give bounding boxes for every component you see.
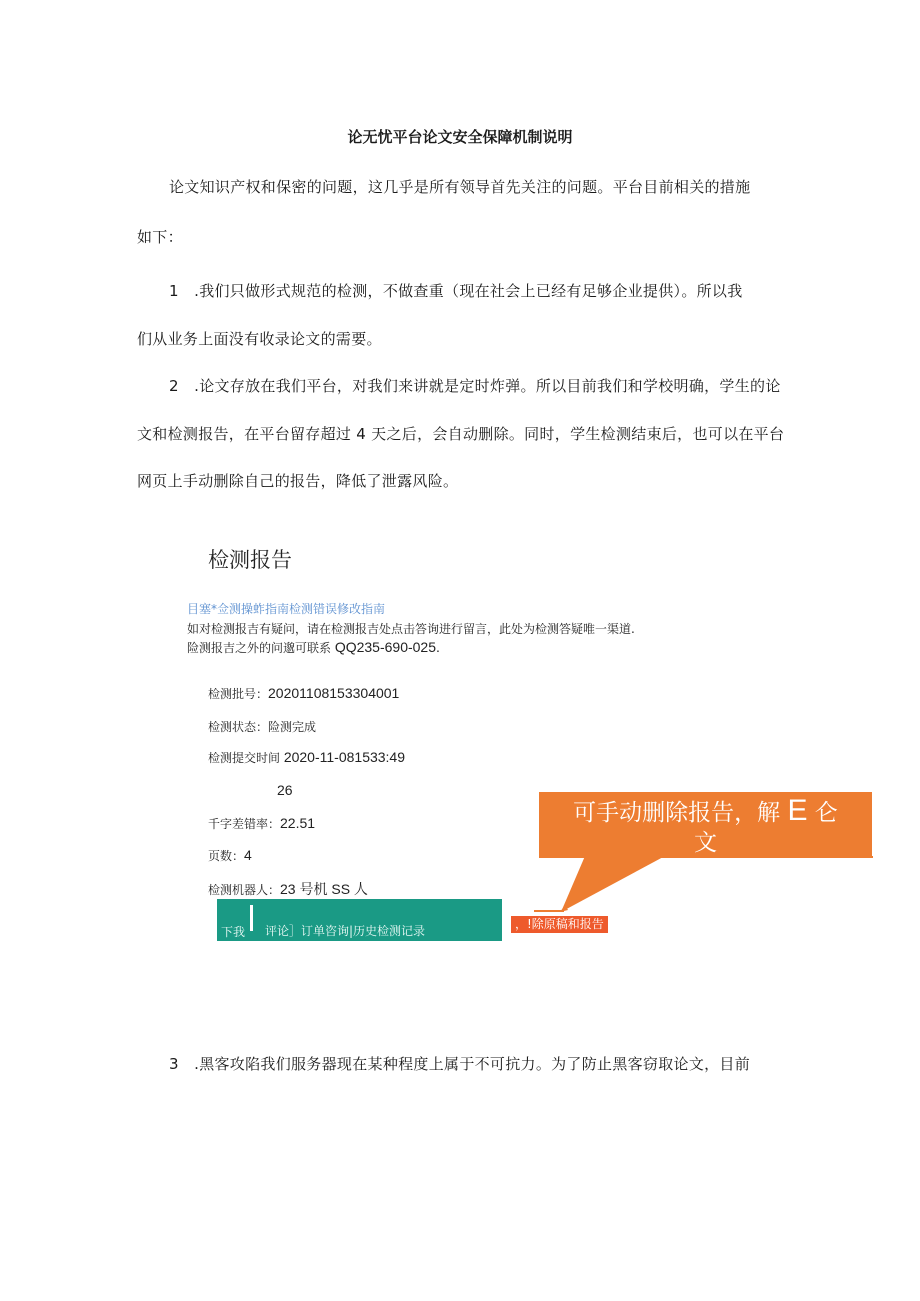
- batch-field: [208, 685, 399, 702]
- item-1-line-1: 1 .我们只做形式规范的检测，不做查重（现在社会上已经有足够企业提供）。所以我: [169, 282, 743, 300]
- report-note-2-qq: QQ235-690-025.: [334, 639, 440, 655]
- report-note-2: [187, 639, 440, 656]
- guide-links[interactable]: 目塞*佥测操蚱指南检测错误修改指南: [187, 602, 386, 616]
- count-field: [277, 782, 293, 798]
- status-field: [208, 718, 316, 735]
- error-rate-value: 22.51: [280, 815, 316, 831]
- pages-value: 4: [244, 847, 252, 863]
- callout-line-1-prefix: 可手动删除报告，解: [573, 800, 788, 826]
- submit-time-value: 2020-11-081533:49: [283, 749, 406, 765]
- item-2-line-2: 文和检测报告，在平台留存超过 4 天之后，会自动删除。同时，学生检测结束后，也可以在平台: [137, 425, 785, 443]
- robot-field: [208, 879, 368, 899]
- pages-label: 页数：: [208, 849, 245, 863]
- delete-report-button[interactable]: ，!除原稿和报告: [511, 916, 608, 933]
- error-rate-label: 千字差错率：: [208, 817, 281, 831]
- submit-time-label: 检测提交时间: [208, 751, 284, 765]
- item-2-line-3: 网页上手动删除自己的报告，降低了泄露风险。: [137, 472, 459, 490]
- callout-line-1: [539, 792, 872, 828]
- callout-line-1-big: E: [787, 794, 808, 827]
- report-heading: 检测报告: [208, 548, 292, 572]
- report-toolbar: [217, 899, 502, 941]
- download-link[interactable]: 下我: [221, 925, 246, 939]
- item-3-line-1: 3 .黑客攻陷我们服务器现在某种程度上属于不可抗力。为了防止黑客窃取论文，目前: [169, 1055, 751, 1073]
- report-note-1: 如对检测报吉有疑问，请在检测报吉处点击答询进行留言，此处为检测答疑唯一渠道.: [187, 622, 635, 636]
- report-note-2-prefix: 险测报吉之外的问邈可联系: [187, 641, 335, 655]
- intro-line-1: 论文知识产权和保密的问题，这几乎是所有领导首先关注的问题。平台目前相关的措施: [169, 178, 751, 196]
- count-value: 26: [277, 782, 293, 798]
- callout-line-2: 文: [694, 830, 717, 856]
- status-value: 险测完成: [268, 720, 317, 734]
- document-title: 论无忧平台论文安全保障机制说明: [347, 128, 573, 146]
- item-2-line-1: 2 .论文存放在我们平台，对我们来讲就是定时炸弹。所以目前我们和学校明确，学生的论: [169, 377, 781, 395]
- toolbar-links[interactable]: 评论］订单咨询|历史检测记录: [265, 924, 426, 938]
- robot-label: 检测机器人：: [208, 883, 281, 897]
- pages-field: [208, 847, 252, 864]
- callout-line-1-suffix: 仑: [807, 800, 838, 826]
- intro-line-2: 如下：: [137, 228, 183, 246]
- batch-value: 20201108153304001: [268, 685, 400, 701]
- status-label: 检测状态：: [208, 720, 269, 734]
- item-1-line-2: 们从业务上面没有收录论文的需要。: [137, 330, 382, 348]
- batch-label: 检测批号：: [208, 687, 269, 701]
- submit-time-field: [208, 749, 405, 766]
- toolbar-separator: [250, 905, 253, 931]
- callout-box: [539, 792, 872, 856]
- robot-value: 23 号机 SS 人: [280, 881, 368, 897]
- error-rate-field: [208, 815, 315, 832]
